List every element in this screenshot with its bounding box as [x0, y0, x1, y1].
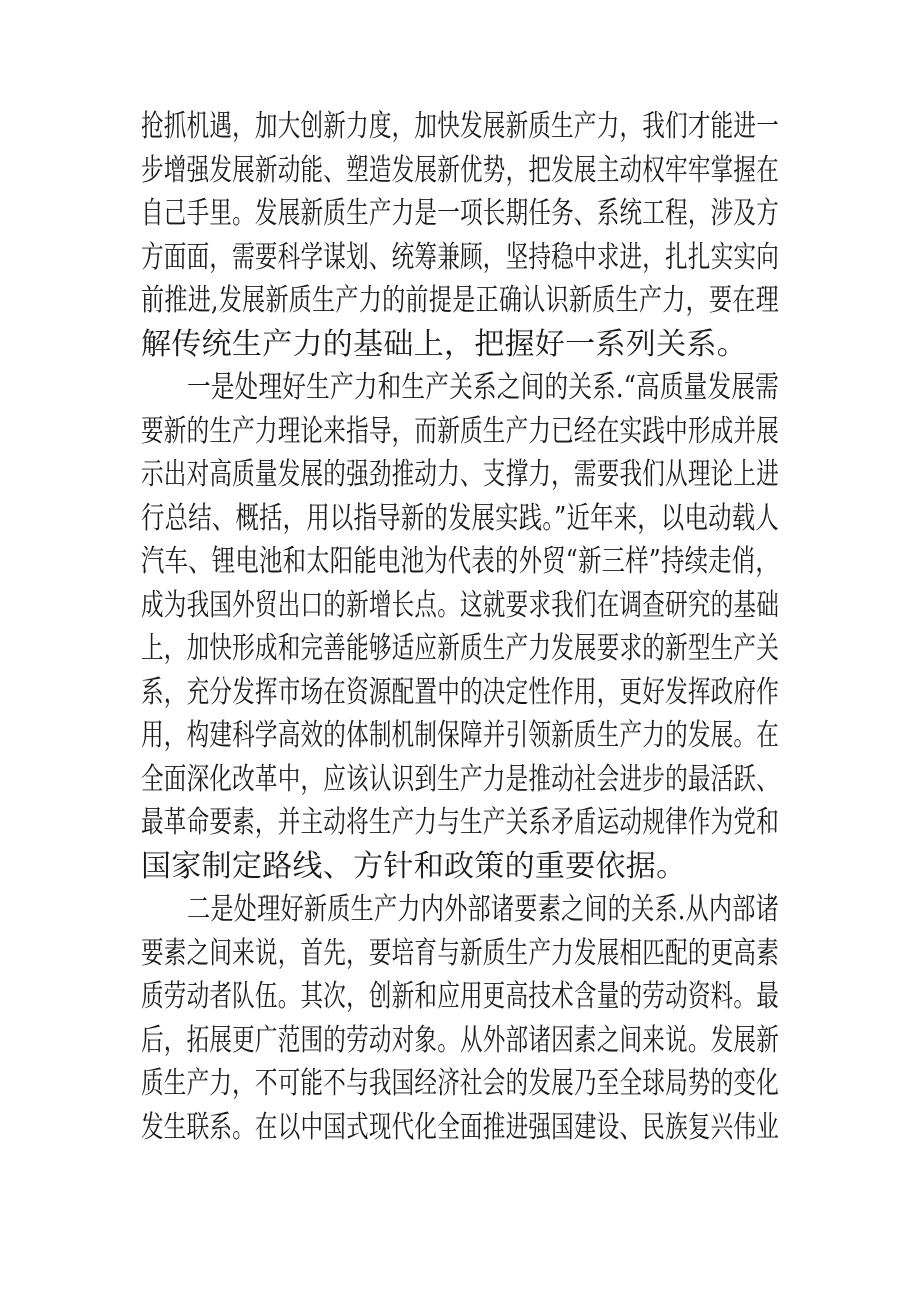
text-line: 前推进,发展新质生产力的前提是正确认识新质生产力，要在理 [141, 283, 780, 318]
text-line: 全面深化改革中，应该认识到生产力是推动社会进步的最活跃、 [141, 762, 780, 797]
text-line: 自己手里。发展新质生产力是一项长期任务、系统工程，涉及方 [141, 196, 780, 231]
text-line: 成为我国外贸出口的新增长点。这就要求我们在调查研究的基础 [141, 588, 780, 623]
text-line: 后，拓展更广范围的劳动对象。从外部诸因素之间来说。发展新 [141, 1023, 780, 1058]
text-line: 最革命要素，并主动将生产力与生产关系矛盾运动规律作为党和 [141, 805, 780, 840]
text-line: 上，加快形成和完善能够适应新质生产力发展要求的新型生产关 [141, 631, 780, 666]
text-line: 发生联系。在以中国式现代化全面推进强国建设、民族复兴伟业 [141, 1110, 780, 1145]
text-line: 要素之间来说，首先，要培育与新质生产力发展相匹配的更高素 [141, 936, 780, 971]
text-line: 行总结、概括，用以指导新的发展实践。”近年来，以电动载人 [141, 501, 779, 536]
text-line: 方面面，需要科学谋划、统筹兼顾，坚持稳中求进，扎扎实实向 [141, 240, 780, 275]
text-line: 质生产力，不可能不与我国经济社会的发展乃至全球局势的变化 [141, 1066, 780, 1101]
text-line: 国家制定路线、方针和政策的重要依据。 [141, 849, 687, 884]
text-line: 步增强发展新动能、塑造发展新优势，把发展主动权牢牢掌握在 [141, 153, 780, 188]
text-line: 抢抓机遇，加大创新力度，加快发展新质生产力，我们才能进一 [141, 109, 780, 144]
text-line: 汽车、锂电池和太阳能电池为代表的外贸“新三样”持续走俏， [141, 544, 779, 579]
text-line: 系，充分发挥市场在资源配置中的决定性作用，更好发挥政府作 [141, 675, 780, 710]
paragraph-first-line: 一是处理好生产力和生产关系之间的关系.“高质量发展需 [187, 370, 779, 405]
text-line: 用，构建科学高效的体制机制保障并引领新质生产力的发展。在 [141, 718, 780, 753]
text-line: 质劳动者队伍。其次，创新和应用更高技术含量的劳动资料。最 [141, 979, 780, 1014]
paragraph-first-line: 二是处理好新质生产力内外部诸要素之间的关系.从内部诸 [187, 892, 780, 927]
text-line: 要新的生产力理论来指导，而新质生产力已经在实践中形成并展 [141, 414, 780, 449]
text-line: 解传统生产力的基础上，把握好一系列关系。 [141, 327, 747, 362]
text-line: 示出对高质量发展的强劲推动力、支撑力，需要我们从理论上进 [141, 457, 780, 492]
